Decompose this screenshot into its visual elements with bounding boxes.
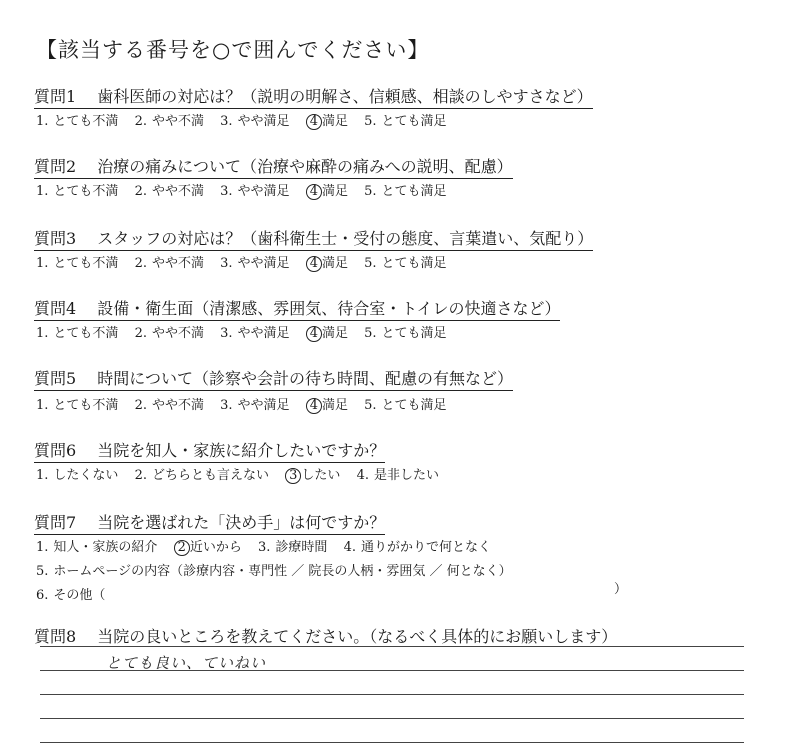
question-2-options — [36, 180, 459, 199]
question-8-text: 当院の良いところを教えてください。（なるべく具体的にお願いします） — [97, 627, 618, 646]
question-5-text: 時間について（診察や会計の待ち時間、配慮の有無など） — [97, 369, 513, 388]
q4-option-2[interactable]: 2. やや不満 — [134, 326, 204, 341]
handwritten-answer[interactable]: とても良い、ていねい — [106, 654, 267, 672]
question-1-title — [34, 84, 593, 109]
q7-option-6[interactable]: 6. その他（ — [36, 588, 106, 603]
question-1-text: 歯科医師の対応は？（説明の明解さ、信頼感、相談のしやすさなど） — [97, 87, 593, 106]
q3-option-2[interactable]: 2. やや不満 — [134, 256, 204, 271]
q5-option-4[interactable]: 4 満足 — [306, 394, 348, 413]
answer-line-4 — [40, 718, 744, 719]
question-4-options — [36, 322, 459, 341]
selected-circle: 4 — [306, 184, 322, 200]
q5-option-5[interactable]: 5. とても満足 — [364, 398, 447, 413]
question-3-label: 質問3 — [34, 229, 77, 248]
q1-option-4[interactable]: 4 満足 — [306, 110, 348, 129]
q7-option-5[interactable]: 5. ホームページの内容（診療内容・専門性 ／ 院長の人柄・雰囲気 ／ 何となく） — [36, 564, 512, 579]
q2-option-2[interactable]: 2. やや不満 — [134, 184, 204, 199]
question-7-title — [34, 510, 385, 535]
question-7-options-row1 — [36, 536, 503, 555]
form-title: 【該当する番号を○で囲んでください】 — [36, 38, 430, 62]
q6-option-3[interactable]: 3 したい — [285, 464, 340, 483]
q7-other-close-paren: ） — [614, 582, 628, 597]
q5-option-1[interactable]: 1. とても不満 — [36, 398, 119, 413]
selected-circle: 4 — [306, 398, 322, 414]
q3-option-1[interactable]: 1. とても不満 — [36, 256, 119, 271]
question-2-text: 治療の痛みについて（治療や麻酔の痛みへの説明、配慮） — [97, 157, 513, 176]
question-6-options — [36, 464, 451, 483]
question-7-options-row2 — [36, 560, 524, 579]
q1-option-5[interactable]: 5. とても満足 — [364, 114, 447, 129]
q2-option-1[interactable]: 1. とても不満 — [36, 184, 119, 199]
question-6-label: 質問6 — [34, 441, 77, 460]
question-7-text: 当院を選ばれた「決め手」は何ですか？ — [97, 513, 386, 532]
question-3-options — [36, 252, 459, 271]
answer-line-2 — [40, 670, 744, 671]
q5-option-2[interactable]: 2. やや不満 — [134, 398, 204, 413]
answer-line-5 — [40, 742, 744, 743]
question-6-title — [34, 438, 385, 463]
selected-circle: 4 — [306, 326, 322, 342]
question-5-options — [36, 394, 459, 413]
q7-option-3[interactable]: 3. 診療時間 — [258, 540, 328, 555]
question-1-label: 質問1 — [34, 87, 77, 106]
question-4-text: 設備・衛生面（清潔感、雰囲気、待合室・トイレの快適さなど） — [97, 299, 561, 318]
question-2-label: 質問2 — [34, 157, 77, 176]
selected-circle: 3 — [285, 468, 301, 484]
selected-circle: 4 — [306, 256, 322, 272]
q5-option-3[interactable]: 3. やや満足 — [220, 398, 290, 413]
selected-circle: 4 — [306, 114, 322, 130]
q6-option-2[interactable]: 2. どちらとも言えない — [134, 468, 269, 483]
question-7-label: 質問7 — [34, 513, 77, 532]
answer-line-1 — [40, 646, 744, 647]
q1-option-2[interactable]: 2. やや不満 — [134, 114, 204, 129]
question-3-title — [34, 226, 593, 251]
q3-option-4[interactable]: 4 満足 — [306, 252, 348, 271]
question-6-text: 当院を知人・家族に紹介したいですか？ — [97, 441, 386, 460]
question-7-options-row3 — [36, 584, 117, 603]
q2-option-5[interactable]: 5. とても満足 — [364, 184, 447, 199]
q1-option-3[interactable]: 3. やや満足 — [220, 114, 290, 129]
question-1-options — [36, 110, 459, 129]
q3-option-3[interactable]: 3. やや満足 — [220, 256, 290, 271]
q6-option-4[interactable]: 4. 是非したい — [356, 468, 439, 483]
question-3-text: スタッフの対応は？（歯科衛生士・受付の態度、言葉遣い、気配り） — [97, 229, 594, 248]
q3-option-5[interactable]: 5. とても満足 — [364, 256, 447, 271]
selected-circle: 2 — [174, 540, 190, 556]
q4-option-4[interactable]: 4 満足 — [306, 322, 348, 341]
q1-option-1[interactable]: 1. とても不満 — [36, 114, 119, 129]
q6-option-1[interactable]: 1. したくない — [36, 468, 119, 483]
q2-option-3[interactable]: 3. やや満足 — [220, 184, 290, 199]
question-8-label: 質問8 — [34, 627, 77, 646]
question-8-title — [34, 624, 617, 648]
q4-option-5[interactable]: 5. とても満足 — [364, 326, 447, 341]
answer-line-3 — [40, 694, 744, 695]
q2-option-4[interactable]: 4 満足 — [306, 180, 348, 199]
question-2-title — [34, 154, 513, 179]
question-4-label: 質問4 — [34, 299, 77, 318]
q7-option-4[interactable]: 4. 通りがかりで何となく — [343, 540, 491, 555]
question-4-title — [34, 296, 560, 321]
question-5-title — [34, 366, 513, 391]
q7-option-1[interactable]: 1. 知人・家族の紹介 — [36, 540, 158, 555]
q4-option-3[interactable]: 3. やや満足 — [220, 326, 290, 341]
question-5-label: 質問5 — [34, 369, 77, 388]
q7-option-2[interactable]: 2 近いから — [174, 536, 242, 555]
q4-option-1[interactable]: 1. とても不満 — [36, 326, 119, 341]
